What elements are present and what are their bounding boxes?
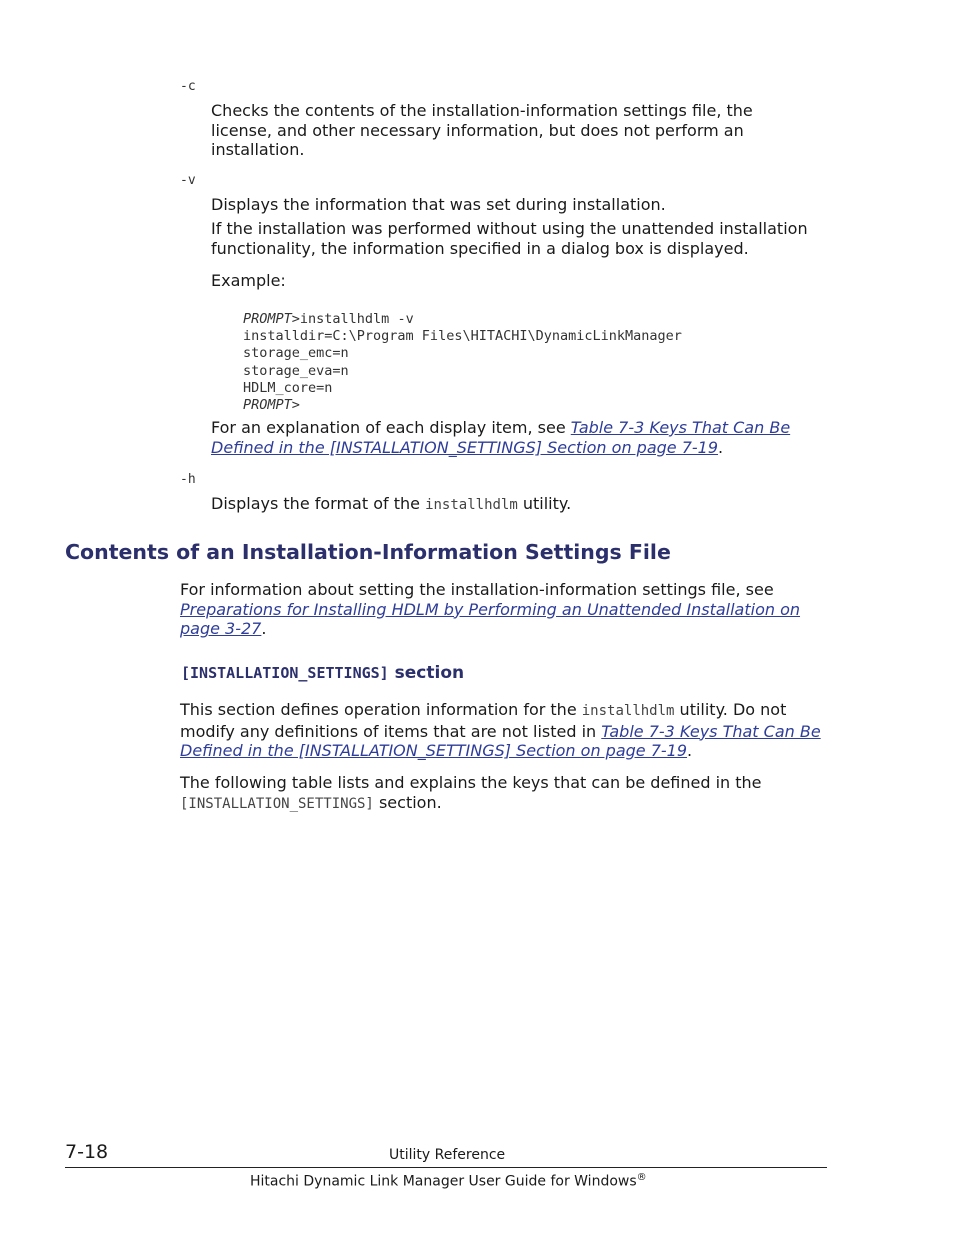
option-v-flag: -v bbox=[180, 173, 196, 188]
table-7-3-link[interactable]: Table 7-3 Keys That Can Be Defined in the [INSTALLATION_SETTINGS] Section on page 7-19 bbox=[180, 721, 821, 760]
example-label: Example: bbox=[211, 271, 286, 290]
p1-text-2: utility. Do not modify any definitions of items that are not listed in bbox=[180, 700, 787, 741]
installation-settings-code: [INSTALLATION_SETTINGS] bbox=[180, 795, 374, 812]
option-v-description: Displays the information that was set during installation. bbox=[211, 195, 666, 214]
explanation-period: . bbox=[718, 437, 724, 457]
subsection-code: [INSTALLATION_SETTINGS] bbox=[181, 664, 389, 682]
p1-text: This section defines operation information for the bbox=[180, 700, 582, 719]
option-c-flag: -c bbox=[180, 79, 196, 94]
option-h-flag: -h bbox=[180, 472, 196, 487]
option-h-text: Displays the format of the bbox=[211, 494, 426, 513]
explanation-paragraph bbox=[211, 418, 826, 457]
code-example bbox=[243, 311, 682, 414]
p2-text-end: section. bbox=[373, 792, 442, 812]
code-line: > bbox=[291, 397, 300, 414]
option-c-description: Checks the contents of the installation-information settings file, the license, and other necessary information, but does not perform an installation. bbox=[211, 101, 753, 159]
option-h-text-end: utility. bbox=[517, 494, 572, 513]
chapter-title: Utility Reference bbox=[389, 1147, 506, 1163]
section-heading: Contents of an Installation-Information Settings File bbox=[65, 540, 671, 564]
table-7-3-link[interactable]: Table 7-3 Keys That Can Be Defined in the [INSTALLATION_SETTINGS] Section on page 7-19 bbox=[211, 418, 791, 457]
preparations-link[interactable]: Preparations for Installing HDLM by Performing an Unattended Installation on page 3-27 bbox=[180, 599, 801, 638]
p1-period: . bbox=[687, 741, 693, 760]
subsection-paragraph-1 bbox=[180, 700, 825, 761]
p2-text: The following table lists and explains the keys that can be defined in the bbox=[180, 773, 762, 792]
section-intro bbox=[180, 580, 830, 639]
intro-period: . bbox=[261, 619, 267, 638]
installhdlm-code: installhdlm bbox=[425, 497, 518, 513]
subsection-paragraph-2 bbox=[180, 773, 825, 814]
explanation-text: For an explanation of each display item, see bbox=[211, 418, 571, 437]
code-line: storage_emc=n bbox=[243, 345, 349, 362]
code-line: HDLM_core=n bbox=[243, 379, 333, 396]
page-number: 7-18 bbox=[65, 1141, 109, 1163]
installhdlm-code: installhdlm bbox=[581, 703, 675, 719]
subsection-heading bbox=[181, 663, 464, 683]
code-line: >installhdlm -v bbox=[291, 311, 414, 327]
registered-mark: ® bbox=[636, 1172, 647, 1183]
code-prompt: PROMPT bbox=[243, 397, 292, 414]
subsection-text: section bbox=[388, 663, 465, 683]
guide-title bbox=[250, 1172, 647, 1190]
intro-text: For information about setting the installation-information settings file, see bbox=[180, 580, 774, 599]
code-prompt: PROMPT bbox=[243, 311, 292, 327]
code-line: installdir=C:\Program Files\HITACHI\DynamicLinkManager bbox=[243, 328, 682, 345]
footer-divider bbox=[65, 1167, 827, 1168]
option-h-description bbox=[211, 494, 811, 516]
code-line: storage_eva=n bbox=[243, 362, 349, 379]
option-v-note: If the installation was performed without using the unattended installation functionality, the information specified in a dialog box is displayed. bbox=[211, 219, 808, 258]
guide-text: Hitachi Dynamic Link Manager User Guide for Windows bbox=[250, 1173, 637, 1190]
